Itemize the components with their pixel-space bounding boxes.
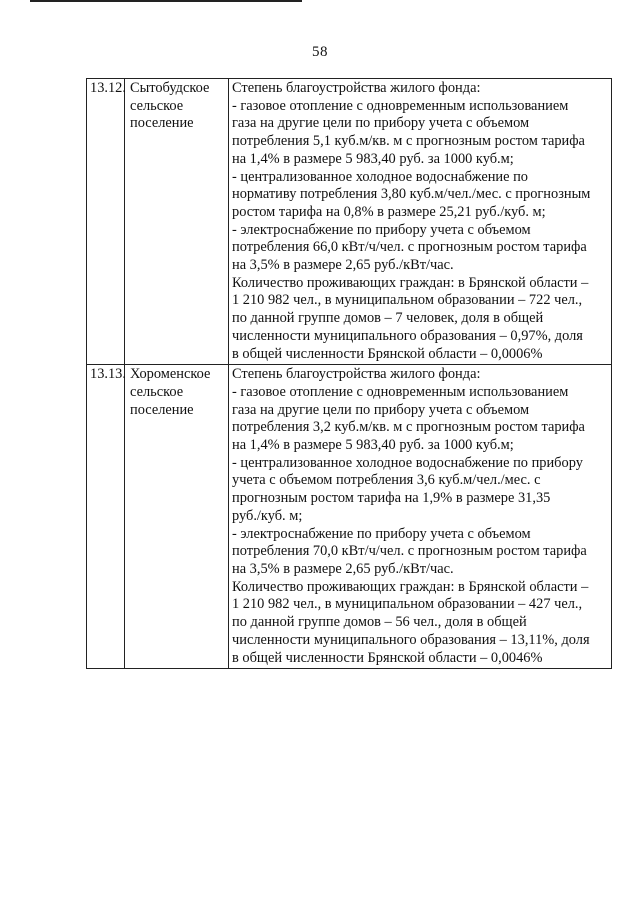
description-line: Степень благоустройства жилого фонда: xyxy=(232,366,481,383)
description-line: потребления 5,1 куб.м/кв. м с прогнозным ростом тарифа xyxy=(232,133,585,150)
housing-description xyxy=(229,79,612,365)
description-line: 1 210 982 чел., в муниципальном образовании – 427 чел., xyxy=(232,596,583,613)
settlement-name-line: Сытобудское xyxy=(130,80,210,96)
description-line: по данной группе домов – 56 чел., доля в общей xyxy=(232,614,527,631)
description-line: потребления 70,0 кВт/ч/чел. с прогнозным ростом тарифа xyxy=(232,543,587,560)
row-number: 13.13. xyxy=(87,365,125,669)
page-number: 58 xyxy=(312,44,328,60)
description-line: 1 210 982 чел., в муниципальном образовании – 722 чел., xyxy=(232,292,583,309)
description-line: газа на другие цели по прибору учета с объемом xyxy=(232,115,530,132)
description-line: - централизованное холодное водоснабжение по прибору xyxy=(232,454,583,471)
description-line: Степень благоустройства жилого фонда: xyxy=(232,80,481,96)
settlement-name-line: сельское xyxy=(130,383,184,400)
row-number: 13.12. xyxy=(87,79,125,365)
description-line: руб./куб. м; xyxy=(232,507,303,524)
description-line: численности муниципального образования – 13,11%, доля xyxy=(232,631,590,648)
settlement-table xyxy=(86,78,612,669)
description-line: на 1,4% в размере 5 983,40 руб. за 1000 куб.м; xyxy=(232,150,514,167)
settlement-name-line: сельское xyxy=(130,97,184,114)
description-line: численности муниципального образования – 0,97%, доля xyxy=(232,327,583,344)
table-row xyxy=(87,79,612,365)
description-line: нормативу потребления 3,80 куб.м/чел./мес. с прогнозным xyxy=(232,186,591,203)
description-line: в общей численности Брянской области – 0,0006% xyxy=(232,345,543,362)
settlement-name-line: Хороменское xyxy=(130,366,211,383)
header-rule xyxy=(30,0,302,2)
description-line: на 3,5% в размере 2,65 руб./кВт/час. xyxy=(232,560,454,577)
description-line: на 3,5% в размере 2,65 руб./кВт/час. xyxy=(232,257,454,274)
description-line: Количество проживающих граждан: в Брянской области – xyxy=(232,578,589,595)
description-line: в общей численности Брянской области – 0,0046% xyxy=(232,649,543,666)
description-line: Количество проживающих граждан: в Брянской области – xyxy=(232,274,589,291)
description-line: газа на другие цели по прибору учета с объемом xyxy=(232,401,530,418)
description-line: по данной группе домов – 7 человек, доля в общей xyxy=(232,310,544,327)
description-line: прогнозным ростом тарифа на 1,9% в размере 31,35 xyxy=(232,490,551,507)
description-line: - электроснабжение по прибору учета с объемом xyxy=(232,525,531,542)
description-line: ростом тарифа на 0,8% в размере 25,21 руб./куб. м; xyxy=(232,203,546,220)
settlement-name xyxy=(125,79,229,365)
description-line: потребления 66,0 кВт/ч/чел. с прогнозным ростом тарифа xyxy=(232,239,587,256)
housing-description xyxy=(229,365,612,669)
description-line: - газовое отопление с одновременным использованием xyxy=(232,383,569,400)
settlement-name-line: поселение xyxy=(130,115,194,132)
description-line: учета с объемом потребления 3,6 куб.м/чел./мес. с xyxy=(232,472,541,489)
description-line: потребления 3,2 куб.м/кв. м с прогнозным ростом тарифа xyxy=(232,419,585,436)
settlement-name xyxy=(125,365,229,669)
description-line: на 1,4% в размере 5 983,40 руб. за 1000 куб.м; xyxy=(232,437,514,454)
settlement-name-line: поселение xyxy=(130,401,194,418)
table-row xyxy=(87,365,612,669)
description-line: - централизованное холодное водоснабжение по xyxy=(232,168,528,185)
description-line: - газовое отопление с одновременным использованием xyxy=(232,97,569,114)
description-line: - электроснабжение по прибору учета с объемом xyxy=(232,221,531,238)
